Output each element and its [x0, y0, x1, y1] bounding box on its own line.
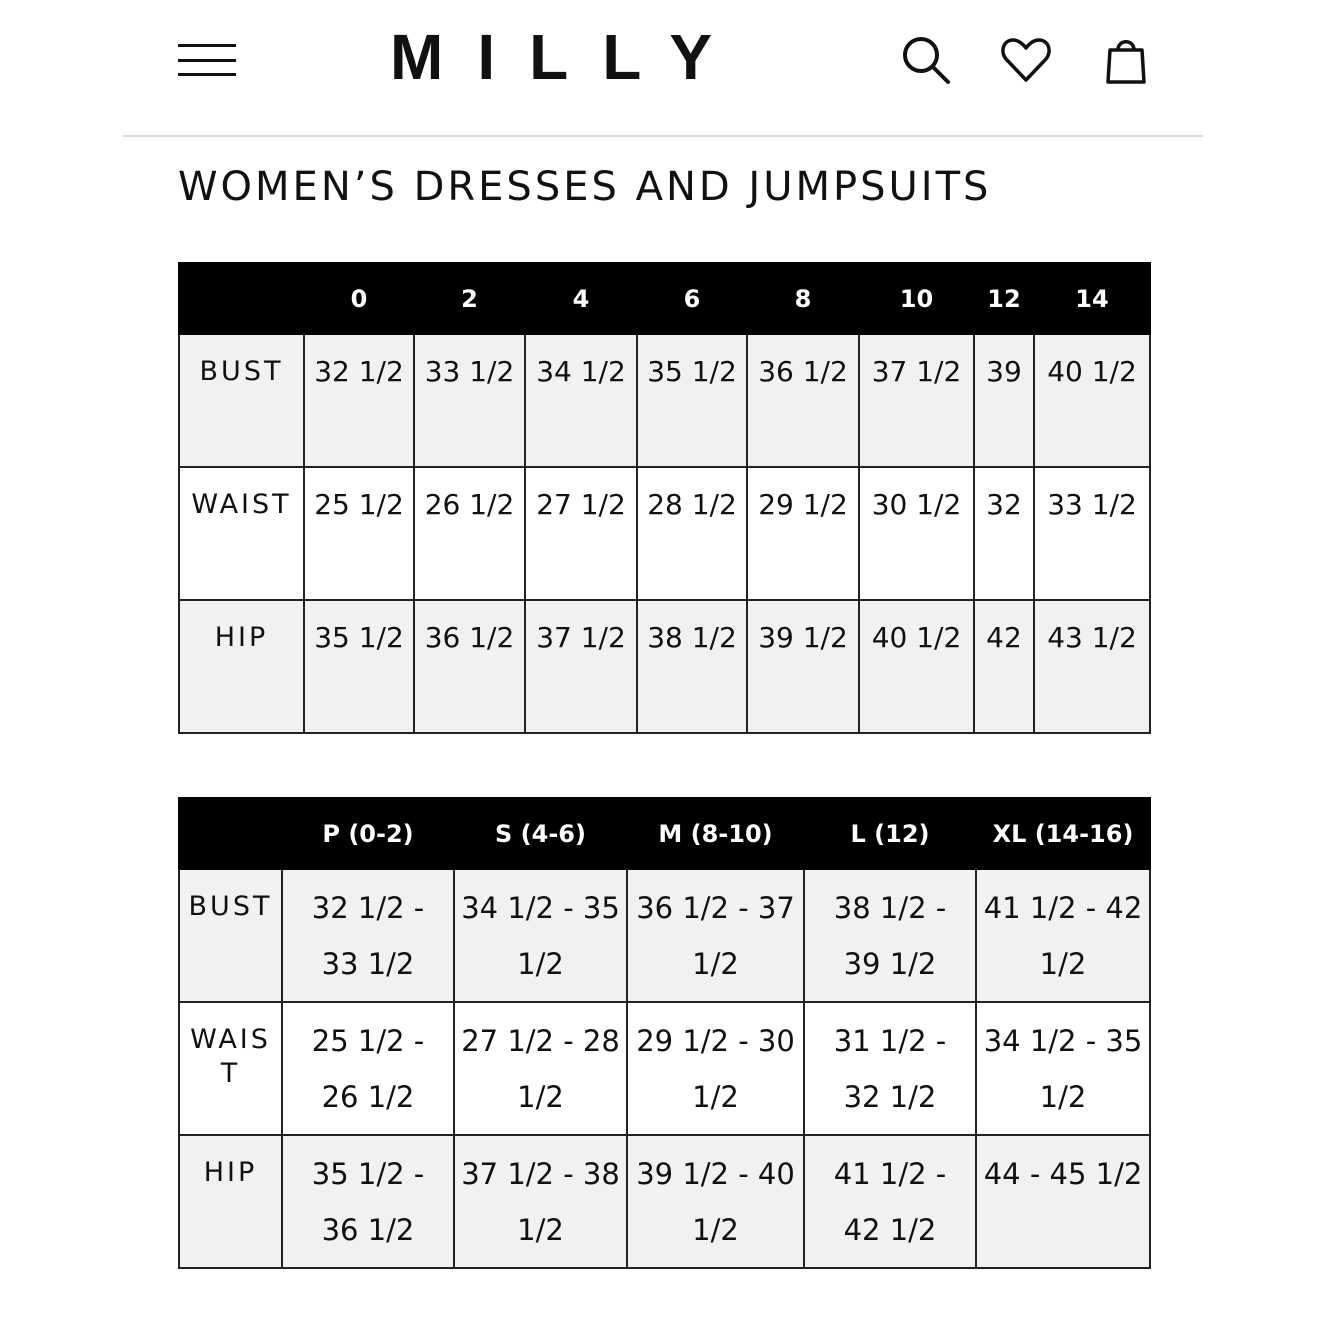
table-cell: 29 1/2 - 30 1/2 — [627, 1002, 804, 1135]
table-cell: 32 — [974, 467, 1034, 600]
column-header — [179, 798, 282, 869]
table-cell: 32 1/2 — [304, 334, 414, 467]
table-cell: 27 1/2 — [525, 467, 637, 600]
header-divider — [123, 135, 1203, 137]
table-cell: 27 1/2 - 28 1/2 — [454, 1002, 627, 1135]
table-row — [179, 869, 1150, 1002]
brand-logo[interactable]: MILLY — [390, 21, 747, 93]
column-header: 0 — [304, 263, 414, 334]
table-cell: 33 1/2 — [1034, 467, 1150, 600]
table-cell: 26 1/2 — [414, 467, 525, 600]
bag-icon[interactable] — [1100, 34, 1152, 86]
table-cell: 33 1/2 — [414, 334, 525, 467]
table-row — [179, 1135, 1150, 1268]
table-cell: 35 1/2 - 36 1/2 — [282, 1135, 454, 1268]
table-cell: 35 1/2 — [637, 334, 747, 467]
column-header: 8 — [747, 263, 859, 334]
row-label: BUST — [179, 334, 304, 467]
row-label: HIP — [179, 600, 304, 733]
table-cell: 42 — [974, 600, 1034, 733]
column-header: 14 — [1034, 263, 1150, 334]
column-header: 4 — [525, 263, 637, 334]
column-header: 6 — [637, 263, 747, 334]
row-label: HIP — [179, 1135, 282, 1268]
table-cell: 34 1/2 — [525, 334, 637, 467]
numeric-size-table — [178, 262, 1151, 734]
table-cell: 32 1/2 - 33 1/2 — [282, 869, 454, 1002]
row-label: WAIST — [179, 467, 304, 600]
search-icon[interactable] — [900, 34, 952, 86]
table-row — [179, 600, 1150, 733]
table-cell: 37 1/2 — [525, 600, 637, 733]
table-cell: 41 1/2 - 42 1/2 — [976, 869, 1150, 1002]
letter-size-table — [178, 797, 1151, 1269]
column-header: P (0-2) — [282, 798, 454, 869]
table-cell: 39 — [974, 334, 1034, 467]
column-header — [179, 263, 304, 334]
table-cell: 39 1/2 — [747, 600, 859, 733]
site-header — [0, 0, 1325, 137]
table-row — [179, 334, 1150, 467]
column-header: M (8-10) — [627, 798, 804, 869]
table-header-row — [179, 798, 1150, 869]
table-cell: 35 1/2 — [304, 600, 414, 733]
table-cell: 36 1/2 — [414, 600, 525, 733]
table-cell: 43 1/2 — [1034, 600, 1150, 733]
table-cell: 29 1/2 — [747, 467, 859, 600]
table-cell: 37 1/2 - 38 1/2 — [454, 1135, 627, 1268]
column-header: L (12) — [804, 798, 976, 869]
table-cell: 38 1/2 — [637, 600, 747, 733]
menu-icon[interactable] — [178, 40, 236, 80]
table-cell: 25 1/2 — [304, 467, 414, 600]
table-cell: 44 - 45 1/2 — [976, 1135, 1150, 1268]
table-cell: 31 1/2 - 32 1/2 — [804, 1002, 976, 1135]
page-title: WOMEN’S DRESSES AND JUMPSUITS — [178, 164, 992, 210]
table-cell: 40 1/2 — [1034, 334, 1150, 467]
table-cell: 25 1/2 - 26 1/2 — [282, 1002, 454, 1135]
table-cell: 40 1/2 — [859, 600, 974, 733]
column-header: S (4-6) — [454, 798, 627, 869]
table-cell: 34 1/2 - 35 1/2 — [976, 1002, 1150, 1135]
table-cell: 28 1/2 — [637, 467, 747, 600]
table-cell: 39 1/2 - 40 1/2 — [627, 1135, 804, 1268]
table-cell: 30 1/2 — [859, 467, 974, 600]
column-header: 2 — [414, 263, 525, 334]
table-cell: 38 1/2 - 39 1/2 — [804, 869, 976, 1002]
table-cell: 37 1/2 — [859, 334, 974, 467]
column-header: XL (14-16) — [976, 798, 1150, 869]
heart-icon[interactable] — [1000, 34, 1052, 86]
column-header: 10 — [859, 263, 974, 334]
column-header: 12 — [974, 263, 1034, 334]
table-cell: 36 1/2 — [747, 334, 859, 467]
table-row — [179, 1002, 1150, 1135]
table-cell: 34 1/2 - 35 1/2 — [454, 869, 627, 1002]
table-cell: 41 1/2 - 42 1/2 — [804, 1135, 976, 1268]
row-label: BUST — [179, 869, 282, 1002]
table-header-row — [179, 263, 1150, 334]
row-label: WAIST — [179, 1002, 282, 1135]
table-row — [179, 467, 1150, 600]
table-cell: 36 1/2 - 37 1/2 — [627, 869, 804, 1002]
